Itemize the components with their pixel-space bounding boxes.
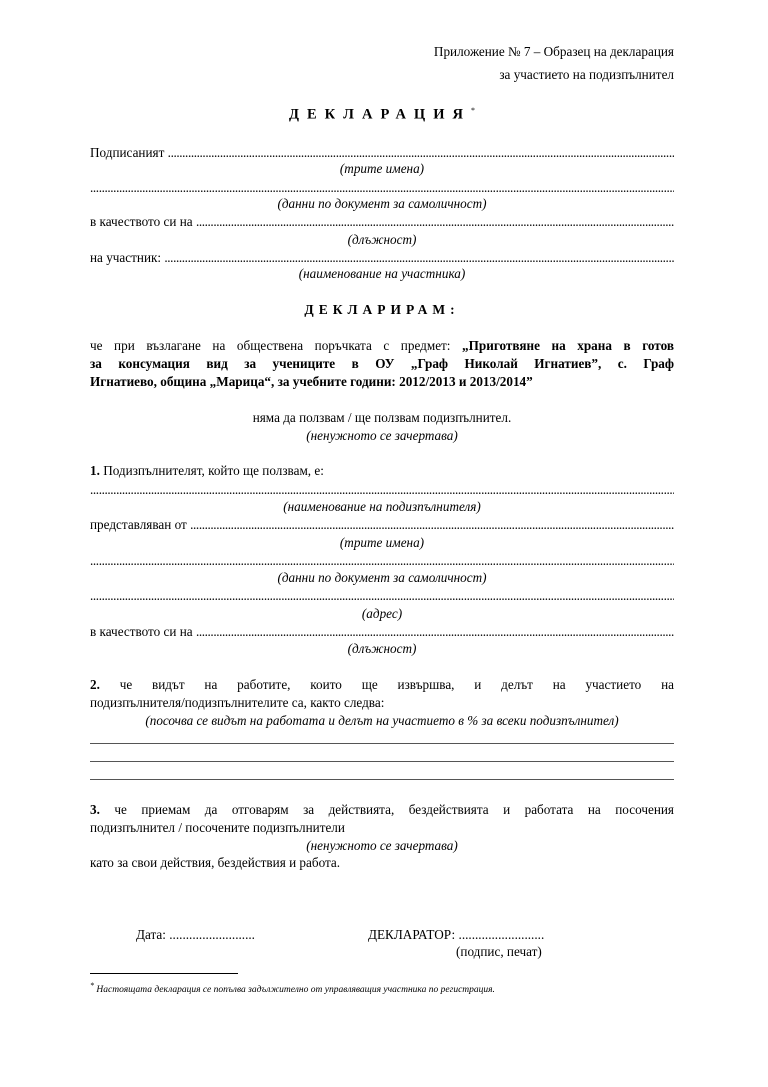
- intro-plain: че при възлагане на обществена поръчката с предмет:: [90, 338, 463, 353]
- declarator-field[interactable]: ..........................: [458, 927, 545, 942]
- date-block[interactable]: [136, 927, 255, 943]
- footnote-separator: [90, 973, 238, 974]
- point-1-text: Подизпълнителят, който ще ползвам, е:: [99, 463, 324, 478]
- sign-hint: (подпис, печат): [456, 944, 542, 959]
- signed-line[interactable]: [90, 145, 674, 161]
- subcontractor-name-field[interactable]: [90, 482, 674, 498]
- point-2-text-1: че видът на работите, които ще извършва, и делът на участието на: [99, 677, 674, 692]
- point-2-number: 2.: [90, 677, 100, 692]
- point-1-line: [90, 463, 674, 479]
- capacity-line[interactable]: [90, 214, 674, 230]
- sub-id-field[interactable]: [90, 553, 674, 569]
- represented-line[interactable]: [90, 517, 674, 533]
- declare-heading-text: ДЕКЛАРИРАМ:: [304, 302, 460, 317]
- address-field[interactable]: [90, 588, 674, 604]
- work-share-line-3[interactable]: [90, 779, 674, 780]
- point-3-number: 3.: [90, 802, 100, 817]
- page-title: [90, 103, 674, 122]
- appendix-line-1: Приложение № 7 – Образец на декларация: [433, 44, 674, 59]
- id-hint: (данни по документ за самоличност): [277, 196, 487, 211]
- point-3-hint: (ненужното се зачертава): [306, 838, 458, 853]
- appendix-line-2: за участието на подизпълнител: [499, 67, 674, 82]
- point-2-line-1: [90, 677, 674, 693]
- represented-label: представляван от: [90, 517, 187, 532]
- position-hint: (длъжност): [347, 232, 417, 247]
- subcontractor-name-hint: (наименование на подизпълнителя): [283, 499, 481, 514]
- names-hint: (трите имена): [339, 161, 425, 176]
- declarator-block[interactable]: [368, 927, 544, 943]
- intro-line-3: Игнатиево, община „Марица“, за учебните години: 2012/2013 и 2013/2014”: [90, 374, 533, 389]
- subcontractor-choice: няма да ползвам / ще ползвам подизпълнител.: [252, 410, 512, 425]
- intro-subject-start: „Приготвяне на храна в готов: [462, 338, 674, 353]
- address-hint: (адрес): [361, 606, 403, 621]
- title-footnote-mark: *: [470, 106, 475, 115]
- date-field[interactable]: ..........................: [169, 927, 255, 942]
- sub-position-hint: (длъжност): [347, 641, 417, 656]
- declarator-label: ДЕКЛАРАТОР:: [368, 927, 459, 942]
- id-field[interactable]: [90, 180, 674, 196]
- sub-capacity-field[interactable]: [196, 624, 674, 640]
- point-2-hint: (посочва се видът на работата и делът на участието в % за всеки подизпълнител): [145, 713, 619, 728]
- point-1-number: 1.: [90, 463, 100, 478]
- footnote-text: Настоящата декларация се попълва задължително от управляващия участника по регистрация.: [94, 985, 495, 996]
- sub-capacity-line[interactable]: [90, 624, 674, 640]
- sub-id-line[interactable]: [90, 553, 674, 569]
- id-line[interactable]: [90, 180, 674, 196]
- work-share-line-1[interactable]: [90, 743, 674, 744]
- intro-line-2: за консумация вид за учениците в ОУ „Граф Николай Игнатиев”, с. Граф: [90, 356, 674, 371]
- title-text: ДЕКЛАРАЦИЯ: [289, 106, 471, 123]
- represented-field[interactable]: [190, 517, 674, 533]
- point-3-line-3: като за свои действия, бездействия и работа.: [90, 855, 341, 870]
- participant-hint: (наименование на участника): [298, 266, 466, 281]
- capacity-label: в качеството си на: [90, 214, 193, 229]
- sub-id-hint: (данни по документ за самоличност): [277, 570, 487, 585]
- signed-label: Подписаният: [90, 145, 165, 160]
- footnote: [90, 981, 495, 995]
- signed-field[interactable]: [168, 145, 674, 161]
- capacity-field[interactable]: [196, 214, 674, 230]
- choice-hint: (ненужното се зачертава): [306, 428, 458, 443]
- subcontractor-name-line[interactable]: [90, 482, 674, 498]
- declare-heading: [90, 302, 674, 318]
- footnote-mark: *: [90, 981, 94, 990]
- participant-field[interactable]: [164, 250, 674, 266]
- date-label: Дата:: [136, 927, 170, 942]
- point-3-line-2: подизпълнител / посочените подизпълнители: [90, 820, 345, 835]
- point-3-line-1: [90, 802, 674, 818]
- sub-capacity-label: в качеството си на: [90, 624, 193, 639]
- intro-line-1: [90, 338, 674, 354]
- work-share-line-2[interactable]: [90, 761, 674, 762]
- participant-line[interactable]: [90, 250, 674, 266]
- point-2-line-2: подизпълнителя/подизпълнителите са, както следва:: [90, 695, 385, 710]
- sub-names-hint: (трите имена): [339, 535, 425, 550]
- address-line[interactable]: [90, 588, 674, 604]
- participant-label: на участник:: [90, 250, 162, 265]
- point-3-text-1: че приемам да отговарям за действията, бездействията и работата на посочения: [99, 802, 674, 817]
